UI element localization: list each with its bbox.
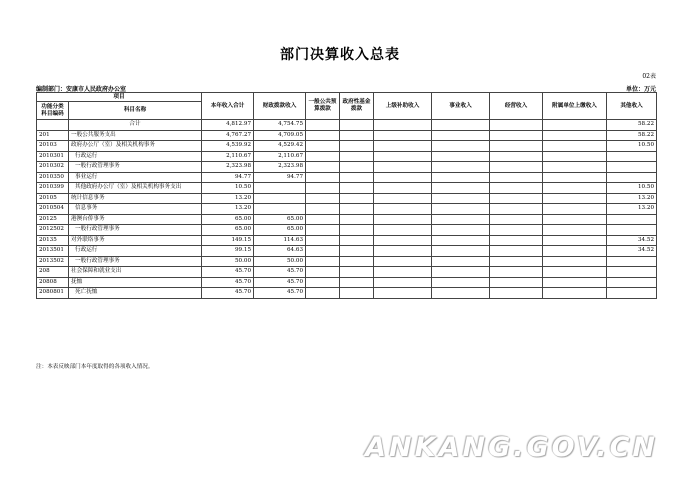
cell-affiliated [543,141,607,152]
cell-fund [340,267,374,278]
cell-fund [340,151,374,162]
table-row [37,162,657,173]
cell-operating [490,172,543,183]
table-row [37,141,657,152]
cell-name: 行政运行 [69,246,202,257]
cell-operating [490,288,543,299]
cell-affiliated [543,235,607,246]
header-code: 功能分类科目编码 [37,102,69,120]
cell-other [607,288,657,299]
cell-business [432,267,490,278]
cell-business [432,130,490,141]
cell-name: 抚恤 [69,277,202,288]
cell-subsidy [374,151,432,162]
cell-total: 45.70 [202,277,254,288]
cell-affiliated [543,214,607,225]
table-row [37,235,657,246]
cell-fiscal: 4,709.05 [254,130,306,141]
table-row [37,277,657,288]
cell-code: 20125 [37,214,69,225]
cell-fund [340,204,374,215]
cell-operating [490,256,543,267]
cell-total: 13.20 [202,204,254,215]
cell-fiscal: 2,110.67 [254,151,306,162]
cell-affiliated [543,288,607,299]
cell-business [432,288,490,299]
cell-affiliated [543,267,607,278]
header-operating: 经营收入 [490,93,543,120]
cell-affiliated [543,246,607,257]
header-budget: 一般公共预算拨款 [306,93,340,120]
cell-operating [490,151,543,162]
cell-affiliated [543,277,607,288]
cell-budget [306,246,340,257]
income-summary-table [36,92,657,299]
cell-business [432,193,490,204]
cell-code: 2080801 [37,288,69,299]
cell-other: 58.22 [607,130,657,141]
cell-other [607,214,657,225]
cell-operating [490,246,543,257]
cell-budget [306,172,340,183]
cell-code: 2010301 [37,151,69,162]
cell-operating [490,225,543,236]
cell-fund [340,183,374,194]
cell-total: 4,539.92 [202,141,254,152]
cell-fiscal [254,183,306,194]
cell-subsidy [374,235,432,246]
header-affiliated: 附属单位上缴收入 [543,93,607,120]
cell-code: 20135 [37,235,69,246]
cell-budget [306,214,340,225]
cell-total: 45.70 [202,267,254,278]
table-row [37,130,657,141]
cell-operating [490,204,543,215]
cell-subsidy [374,277,432,288]
cell-business [432,183,490,194]
cell-fund [340,225,374,236]
cell-other [607,277,657,288]
cell-subsidy [374,256,432,267]
table-code: 02表 [642,73,656,80]
cell-operating [490,120,543,131]
unit-label: 单位：万元 [625,86,656,93]
cell-code: 2012502 [37,225,69,236]
cell-other [607,256,657,267]
cell-name: 一般行政管理事务 [69,162,202,173]
cell-fiscal: 45.70 [254,267,306,278]
table-row [37,267,657,278]
cell-fund [340,193,374,204]
cell-name: 合计 [69,120,202,131]
cell-subsidy [374,130,432,141]
cell-name: 政府办公厅（室）及相关机构事务 [69,141,202,152]
cell-subsidy [374,204,432,215]
cell-other [607,225,657,236]
cell-fund [340,246,374,257]
cell-fiscal: 65.00 [254,225,306,236]
cell-total: 4,812.97 [202,120,254,131]
cell-name: 死亡抚恤 [69,288,202,299]
cell-total: 2,110.67 [202,151,254,162]
cell-fiscal: 4,754.75 [254,120,306,131]
cell-fiscal: 94.77 [254,172,306,183]
cell-budget [306,288,340,299]
header-project: 项目 [37,93,202,102]
cell-subsidy [374,172,432,183]
cell-operating [490,277,543,288]
cell-budget [306,183,340,194]
cell-affiliated [543,183,607,194]
cell-total: 2,323.98 [202,162,254,173]
cell-affiliated [543,204,607,215]
cell-code: 2013501 [37,246,69,257]
cell-other: 58.22 [607,120,657,131]
cell-budget [306,235,340,246]
cell-code: 2013502 [37,256,69,267]
cell-affiliated [543,130,607,141]
cell-total: 99.15 [202,246,254,257]
cell-name: 一般行政管理事务 [69,256,202,267]
cell-fiscal: 65.00 [254,214,306,225]
cell-other: 10.50 [607,183,657,194]
cell-other [607,172,657,183]
cell-code: 20105 [37,193,69,204]
cell-affiliated [543,120,607,131]
cell-fund [340,130,374,141]
cell-total: 10.50 [202,183,254,194]
cell-subsidy [374,193,432,204]
cell-business [432,235,490,246]
table-row [37,204,657,215]
cell-total: 65.00 [202,225,254,236]
cell-name: 港澳台侨事务 [69,214,202,225]
cell-budget [306,277,340,288]
cell-affiliated [543,225,607,236]
cell-other: 10.50 [607,141,657,152]
cell-fund [340,120,374,131]
cell-fund [340,172,374,183]
cell-name: 一般行政管理事务 [69,225,202,236]
cell-total: 94.77 [202,172,254,183]
cell-business [432,246,490,257]
cell-business [432,256,490,267]
cell-fund [340,235,374,246]
cell-code: 208 [37,267,69,278]
table-row [37,120,657,131]
footnote: 注：本表反映部门本年度取得的各项收入情况。 [36,364,154,370]
cell-affiliated [543,172,607,183]
table-row [37,288,657,299]
cell-total: 45.70 [202,288,254,299]
cell-fiscal [254,204,306,215]
cell-total: 4,767.27 [202,130,254,141]
cell-fiscal: 4,529.42 [254,141,306,152]
table-row [37,246,657,257]
header-fund: 政府性基金拨款 [340,93,374,120]
table-row [37,256,657,267]
cell-other: 13.20 [607,204,657,215]
cell-total: 149.15 [202,235,254,246]
cell-subsidy [374,267,432,278]
cell-budget [306,267,340,278]
page-title: 部门决算收入总表 [280,47,400,63]
cell-operating [490,193,543,204]
cell-subsidy [374,288,432,299]
cell-operating [490,183,543,194]
cell-code: 20808 [37,277,69,288]
cell-subsidy [374,162,432,173]
cell-business [432,120,490,131]
cell-budget [306,204,340,215]
table-row [37,183,657,194]
table-row [37,172,657,183]
cell-total: 65.00 [202,214,254,225]
cell-budget [306,225,340,236]
cell-affiliated [543,162,607,173]
header-total: 本年收入合计 [202,93,254,120]
cell-subsidy [374,183,432,194]
table-row [37,225,657,236]
cell-business [432,225,490,236]
cell-operating [490,130,543,141]
cell-subsidy [374,246,432,257]
cell-subsidy [374,120,432,131]
cell-fund [340,141,374,152]
cell-code: 2010504 [37,204,69,215]
cell-fund [340,214,374,225]
cell-fiscal: 50.00 [254,256,306,267]
cell-name: 一般公共服务支出 [69,130,202,141]
cell-fiscal [254,193,306,204]
cell-fiscal: 2,323.98 [254,162,306,173]
cell-business [432,172,490,183]
cell-other: 34.52 [607,235,657,246]
cell-total: 13.20 [202,193,254,204]
site-watermark: ANKANG.GOV.CN [365,432,658,463]
header-other: 其他收入 [607,93,657,120]
cell-business [432,204,490,215]
cell-fund [340,162,374,173]
cell-affiliated [543,151,607,162]
cell-code: 2010399 [37,183,69,194]
compiling-department: 编制部门：安康市人民政府办公室 [36,86,127,93]
cell-budget [306,193,340,204]
cell-budget [306,162,340,173]
cell-subsidy [374,214,432,225]
cell-operating [490,141,543,152]
cell-budget [306,151,340,162]
cell-operating [490,214,543,225]
cell-operating [490,235,543,246]
cell-name: 对外联络事务 [69,235,202,246]
cell-name: 社会保障和就业支出 [69,267,202,278]
cell-operating [490,162,543,173]
table-row [37,214,657,225]
cell-subsidy [374,141,432,152]
cell-business [432,141,490,152]
cell-name: 行政运行 [69,151,202,162]
cell-fund [340,277,374,288]
cell-budget [306,141,340,152]
cell-affiliated [543,193,607,204]
cell-fiscal: 114.63 [254,235,306,246]
cell-operating [490,267,543,278]
cell-budget [306,256,340,267]
cell-business [432,162,490,173]
cell-name: 事业运行 [69,172,202,183]
cell-budget [306,130,340,141]
header-name: 科目名称 [69,102,202,120]
cell-other [607,267,657,278]
cell-business [432,214,490,225]
cell-code [37,120,69,131]
cell-subsidy [374,225,432,236]
cell-other: 34.52 [607,246,657,257]
cell-code: 20103 [37,141,69,152]
cell-budget [306,120,340,131]
cell-total: 50.00 [202,256,254,267]
cell-code: 201 [37,130,69,141]
cell-name: 其他政府办公厅（室）及相关机构事务支出 [69,183,202,194]
cell-affiliated [543,256,607,267]
cell-fund [340,256,374,267]
table-row [37,193,657,204]
cell-other [607,162,657,173]
cell-fiscal: 45.70 [254,277,306,288]
cell-code: 2010350 [37,172,69,183]
cell-other: 13.20 [607,193,657,204]
table-row [37,151,657,162]
cell-code: 2010302 [37,162,69,173]
cell-business [432,151,490,162]
cell-fiscal: 45.70 [254,288,306,299]
cell-name: 统计信息事务 [69,193,202,204]
cell-name: 信息事务 [69,204,202,215]
header-business: 事业收入 [432,93,490,120]
cell-other [607,151,657,162]
cell-fund [340,288,374,299]
cell-fiscal: 64.63 [254,246,306,257]
header-fiscal: 财政拨款收入 [254,93,306,120]
cell-business [432,277,490,288]
header-subsidy: 上级补助收入 [374,93,432,120]
